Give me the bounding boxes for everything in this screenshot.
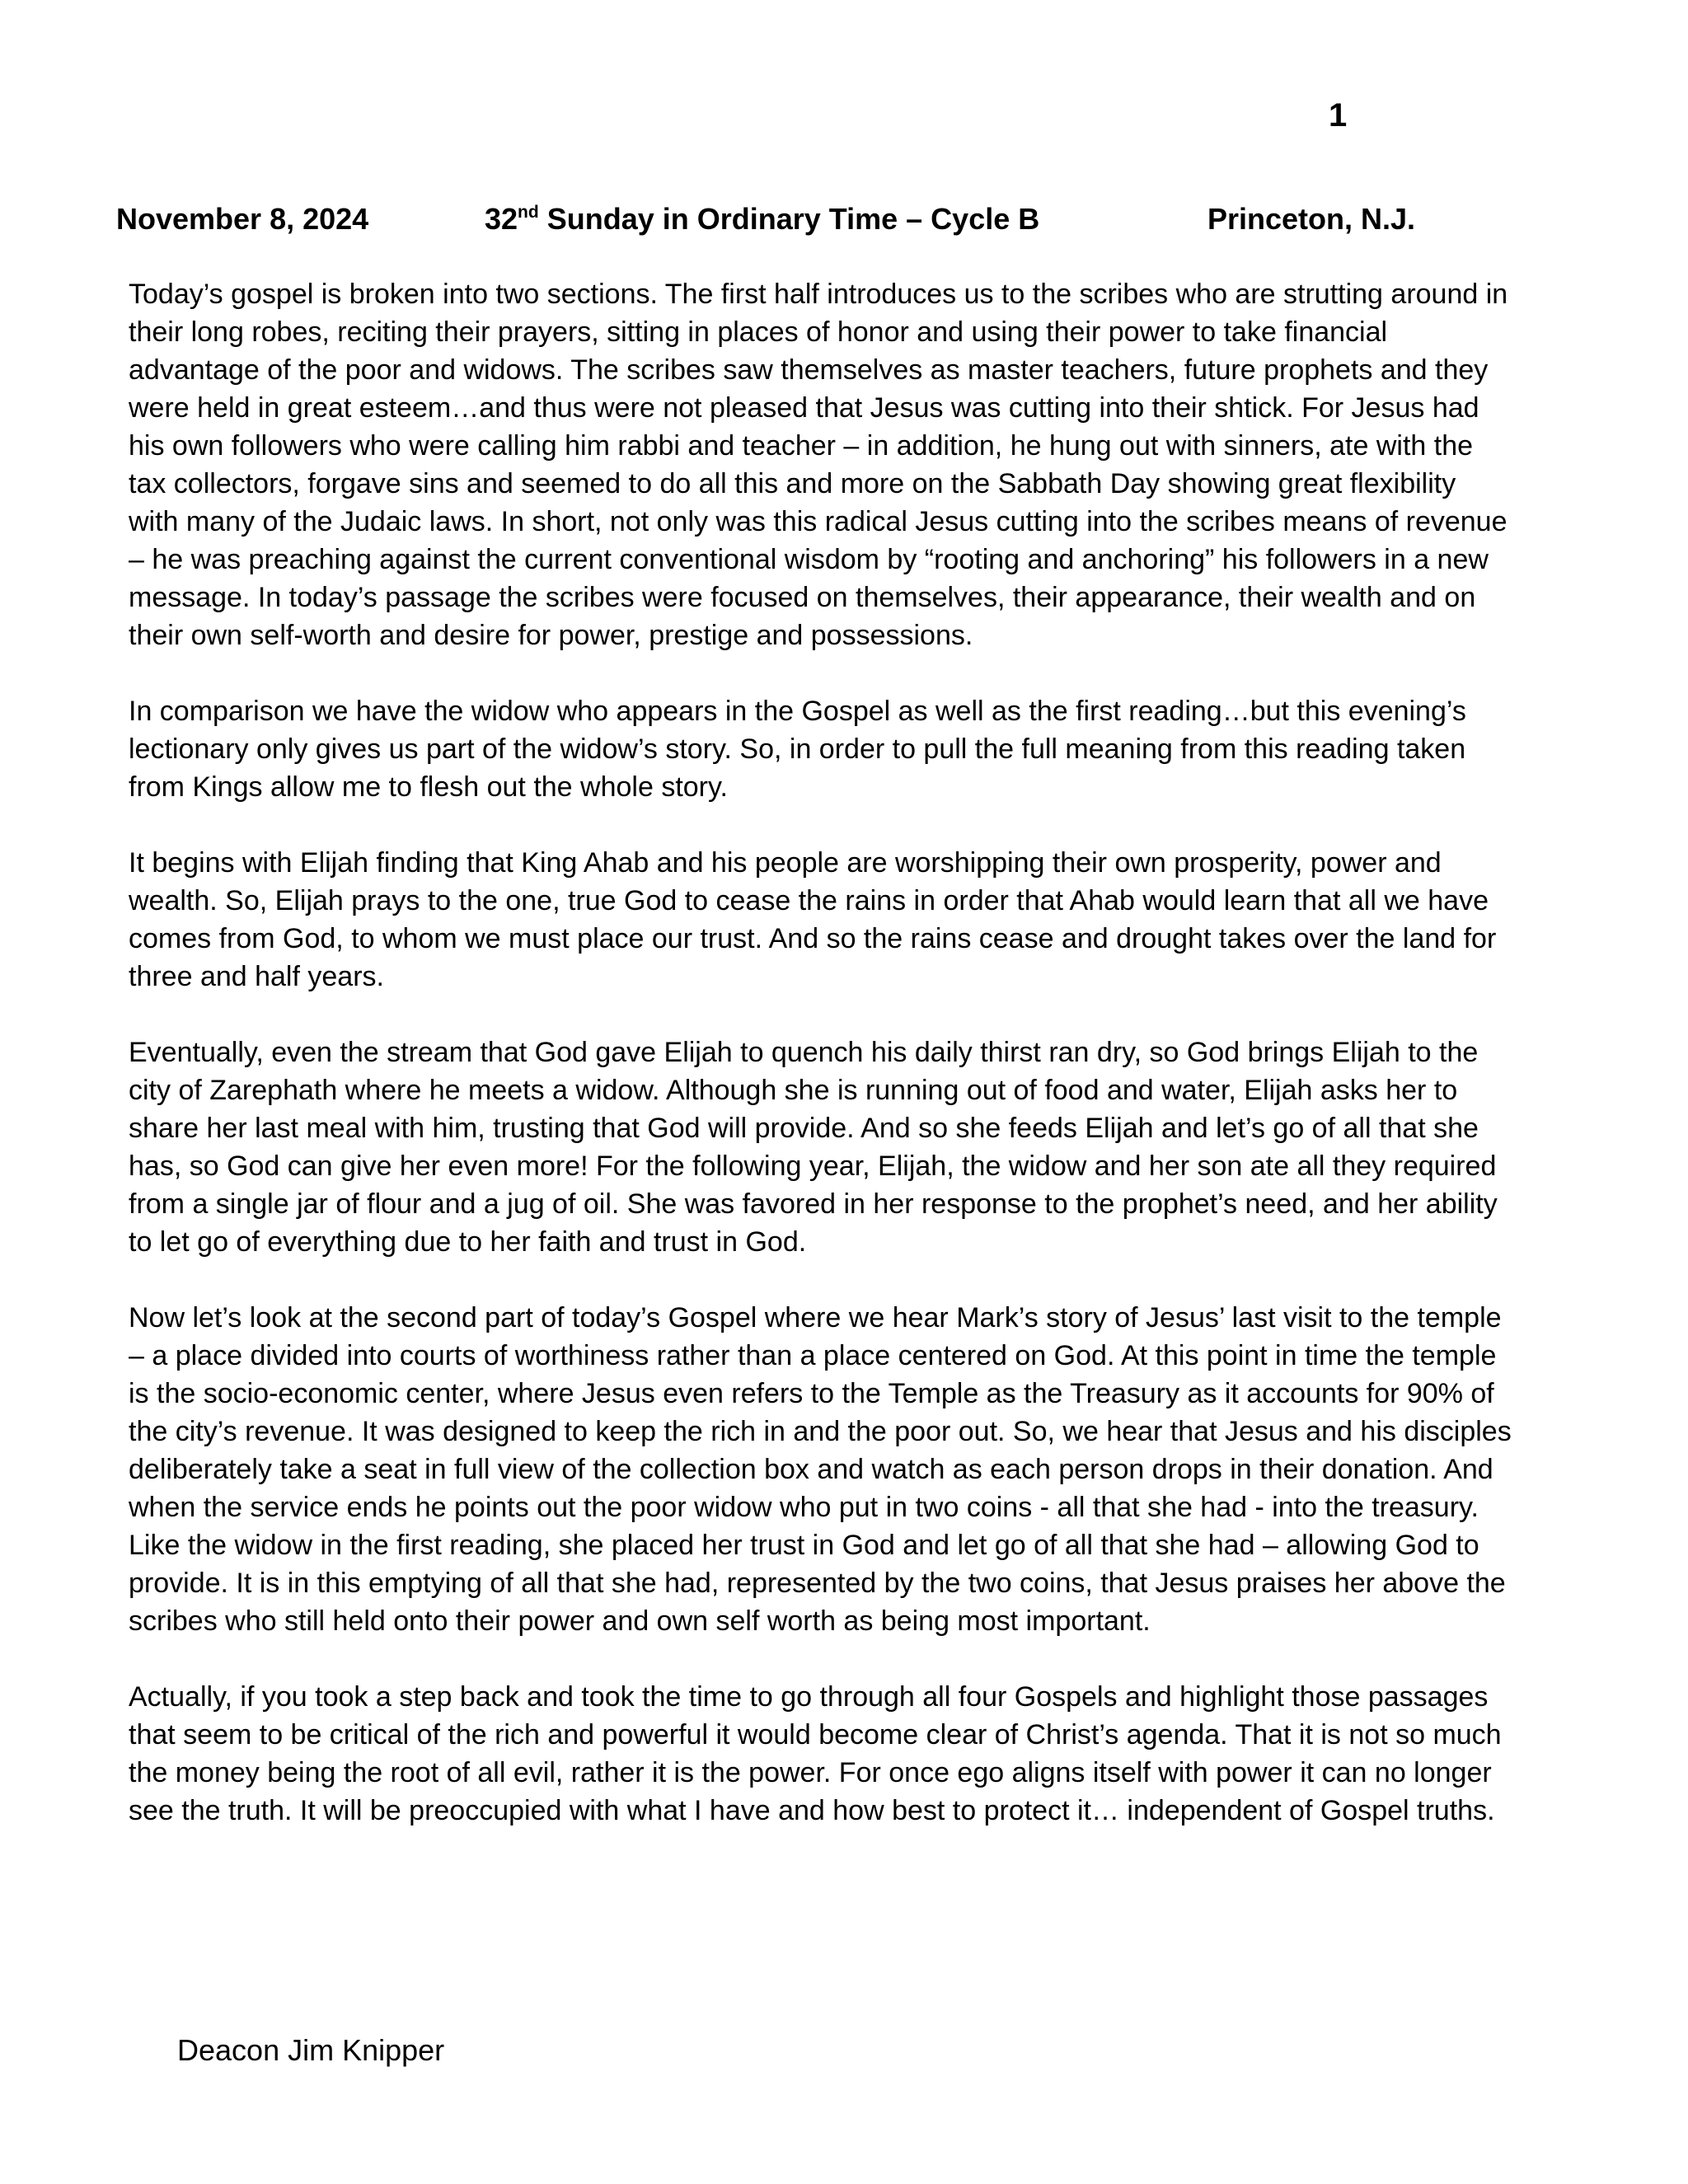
header-title bbox=[485, 201, 1039, 237]
signature: Deacon Jim Knipper bbox=[177, 2033, 445, 2067]
paragraph: It begins with Elijah finding that King Ahab and his people are worshipping their own prosperity, power and wealth. So, Elijah prays to the one, true God to cease the rains in order that Ahab would learn that all we have comes from God, to whom we must place our trust. And so the rains cease and drought takes over the land for three and half years. bbox=[129, 847, 1497, 992]
title-ordinal-suffix: nd bbox=[518, 203, 539, 222]
page-number: 1 bbox=[1329, 97, 1348, 134]
title-rest: Sunday in Ordinary Time – Cycle B bbox=[538, 202, 1040, 236]
paragraph: Now let’s look at the second part of today’s Gospel where we hear Mark’s story of Jesus’ last visit to the temple – a place divided into courts of worthiness rather than a place centered on God. At this point in time the temple is the socio-economic center, where Jesus even refers to the Temple as the Treasury as it accounts for 90% of the city’s revenue. It was designed to keep the rich in and the poor out. So, we hear that Jesus and his disciples deliberately take a seat in full view of the collection box and watch as each person drops in their donation. And when the service ends he points out the poor widow who put in two coins - all that she had - into the treasury. Like the widow in the first reading, she placed her trust in God and let go of all that she had – allowing God to provide. It is in this emptying of all that she had, represented by the two coins, that Jesus praises her above the scribes who still held onto their power and own self worth as being most important. bbox=[129, 1302, 1512, 1637]
paragraph: In comparison we have the widow who appears in the Gospel as well as the first reading…but this evening’s lectionary only gives us part of the widow’s story. So, in order to pull the full meaning from this reading taken from Kings allow me to flesh out the whole story. bbox=[129, 696, 1466, 803]
header-date: November 8, 2024 bbox=[116, 202, 369, 236]
homily-body bbox=[129, 275, 1513, 1868]
paragraph: Actually, if you took a step back and took the time to go through all four Gospels and highlight those passages that seem to be critical of the rich and powerful it would become clear of Christ’s agenda. That it is not so much the money being the root of all evil, rather it is the power. For once ego aligns itself with power it can no longer see the truth. It will be preoccupied with what I have and how best to protect it… independent of Gospel truths. bbox=[129, 1681, 1502, 1826]
header-place: Princeton, N.J. bbox=[1207, 202, 1416, 236]
title-number: 32 bbox=[485, 202, 518, 236]
paragraph: Eventually, even the stream that God gave Elijah to quench his daily thirst ran dry, so God brings Elijah to the city of Zarephath where he meets a widow. Although she is running out of food and water, Elijah asks her to share her last meal with him, trusting that God will provide. And so she feeds Elijah and let’s go of all that she has, so God can give her even more! For the following year, Elijah, the widow and her son ate all they required from a single jar of flour and a jug of oil. She was favored in her response to the prophet’s need, and her ability to let go of everything due to her faith and trust in God. bbox=[129, 1037, 1498, 1258]
paragraph: Today’s gospel is broken into two sections. The first half introduces us to the scribes who are strutting around in their long robes, reciting their prayers, sitting in places of honor and using their power to take financial advantage of the poor and widows. The scribes saw themselves as master teachers, future prophets and they were held in great esteem…and thus were not pleased that Jesus was cutting into their shtick. For Jesus had his own followers who were calling him rabbi and teacher – in addition, he hung out with sinners, ate with the tax collectors, forgave sins and seemed to do all this and more on the Sabbath Day showing great flexibility with many of the Judaic laws. In short, not only was this radical Jesus cutting into the scribes means of revenue – he was preaching against the current conventional wisdom by “rooting and anchoring” his followers in a new message. In today’s passage the scribes were focused on themselves, their appearance, their wealth and on their own self-worth and desire for power, prestige and possessions. bbox=[129, 279, 1508, 651]
